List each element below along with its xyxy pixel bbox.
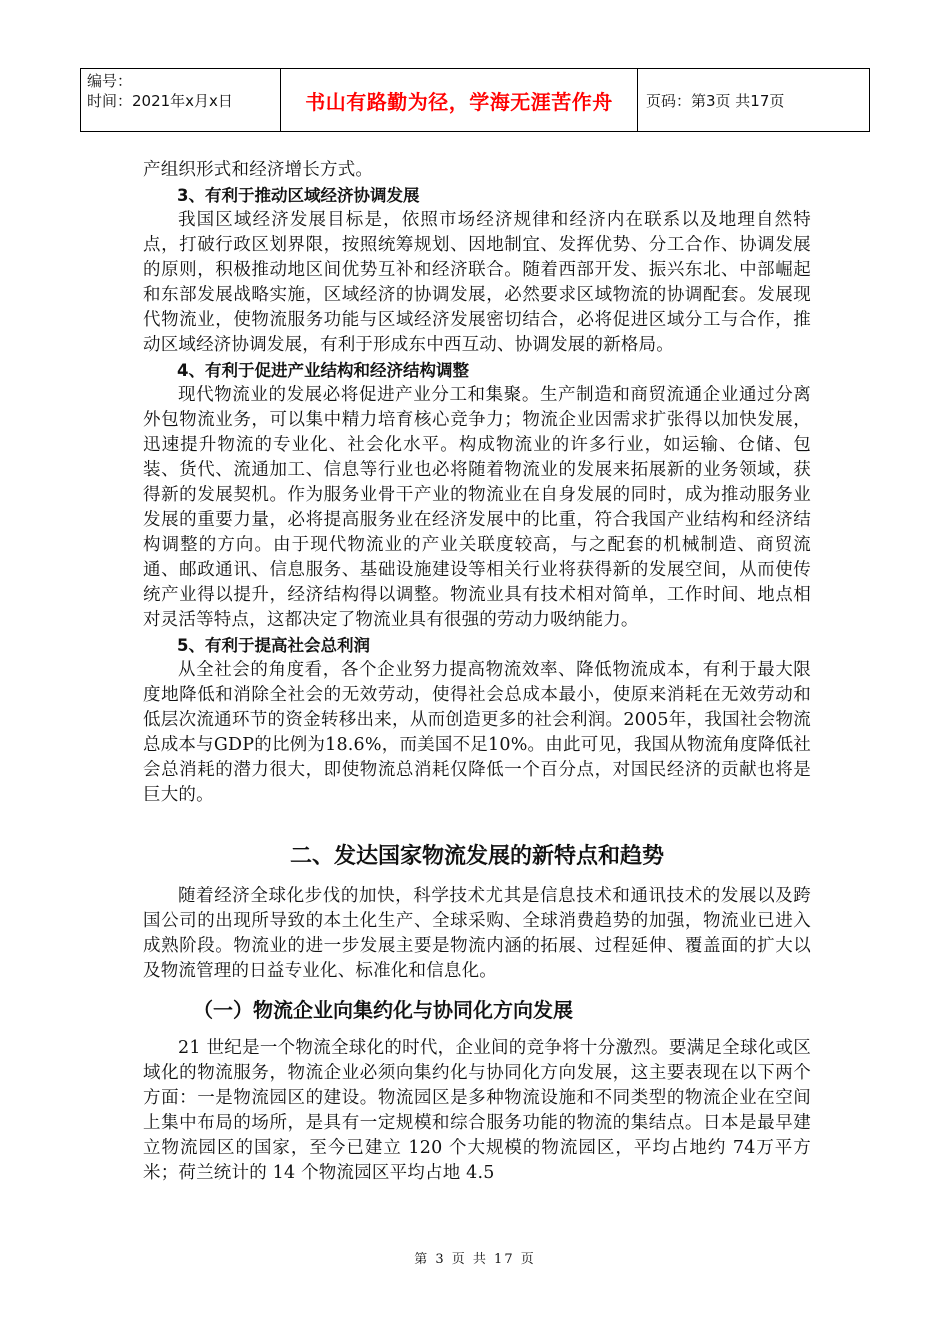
page-footer: 第 3 页 共 17 页 <box>414 1252 536 1267</box>
header-motto: 书山有路勤为径，学海无涯苦作舟 <box>281 69 638 131</box>
paragraph-point-5: 从全社会的角度看，各个企业努力提高物流效率、降低物流成本，有利于最大限度地降低和消除全社会的无效劳动，使得社会总成本最小，使原来消耗在无效劳动和低层次流通环节的资金转移出来，从而创造更多的社会利润。2005年，我国社会物流总成本与GDP的比例为18.6%，而美国不足10%。由此可见，我国从物流角度降低社会总消耗的潜力很大，即使物流总消耗仅降低一个百分点，对国民经济的贡献也将是巨大的。 <box>143 660 811 805</box>
document-time-label: 时间：2021年x月x日 <box>87 92 233 110</box>
document-body <box>143 158 811 1186</box>
paragraph-point-4: 现代物流业的发展必将促进产业分工和集聚。生产制造和商贸流通企业通过分离外包物流业务，可以集中精力培育核心竞争力；物流企业因需求扩张得以加快发展，迅速提升物流的专业化、社会化水平。构成物流业的许多行业，如运输、仓储、包装、货代、流通加工、信息等行业也必将随着物流业的发展来拓展新的业务领域，获得新的发展契机。作为服务业骨干产业的物流业在自身发展的同时，成为推动服务业发展的重要力量，必将提高服务业在经济发展中的比重，符合我国产业结构和经济结构调整的方向。由于现代物流业的产业关联度较高，与之配套的机械制造、商贸流通、邮政通讯、信息服务、基础设施建设等相关行业将获得新的发展空间，从而使传统产业得以提升，经济结构得以调整。物流业具有技术相对简单，工作时间、地点相对灵活等特点，这都决定了物流业具有很强的劳动力吸纳能力。 <box>143 385 811 630</box>
header-page-info: 页码：第3页 共17页 <box>646 91 785 110</box>
paragraph-continuation: 产组织形式和经济增长方式。 <box>143 160 374 180</box>
header-meta-cell <box>81 69 281 131</box>
paragraph-subsection: 21 世纪是一个物流全球化的时代，企业间的竞争将十分激烈。要满足全球化或区域化的物流服务，物流企业必须向集约化与协同化方向发展，这主要表现在以下两个方面：一是物流园区的建设。物流园区是多种物流设施和不同类型的物流企业在空间上集中布局的场所，是具有一定规模和综合服务功能的物流的集结点。日本是最早建立物流园区的国家，至今已建立 120 个大规模的物流园区，平均占地约 74万平方米；荷兰统计的 14 个物流园区平均占地 4.5 <box>143 1038 811 1183</box>
heading-point-3: 3、有利于推动区域经济协调发展 <box>177 186 420 205</box>
document-number-label: 编号： <box>87 72 133 90</box>
subsection-title: （一）物流企业向集约化与协同化方向发展 <box>193 998 573 1022</box>
paragraph-section-intro: 随着经济全球化步伐的加快，科学技术尤其是信息技术和通讯技术的发展以及跨国公司的出现所导致的本土化生产、全球采购、全球消费趋势的加强，物流业已进入成熟阶段。物流业的进一步发展主要是物流内涵的拓展、过程延伸、覆盖面的扩大以及物流管理的日益专业化、标准化和信息化。 <box>143 886 811 981</box>
heading-point-5: 5、有利于提高社会总利润 <box>177 636 370 655</box>
page-header-table <box>80 68 870 132</box>
section-title: 二、发达国家物流发展的新特点和趋势 <box>289 844 664 869</box>
paragraph-point-3: 我国区域经济发展目标是，依照市场经济规律和经济内在联系以及地理自然特点，打破行政区划界限，按照统筹规划、因地制宜、发挥优势、分工合作、协调发展的原则，积极推动地区间优势互补和经济联合。随着西部开发、振兴东北、中部崛起和东部发展战略实施，区域经济的协调发展，必然要求区域物流的协调配套。发展现代物流业，使物流服务功能与区域经济发展密切结合，必将促进区域分工与合作，推动区域经济协调发展，有利于形成东中西互动、协调发展的新格局。 <box>143 210 811 355</box>
heading-point-4: 4、有利于促进产业结构和经济结构调整 <box>177 361 469 380</box>
